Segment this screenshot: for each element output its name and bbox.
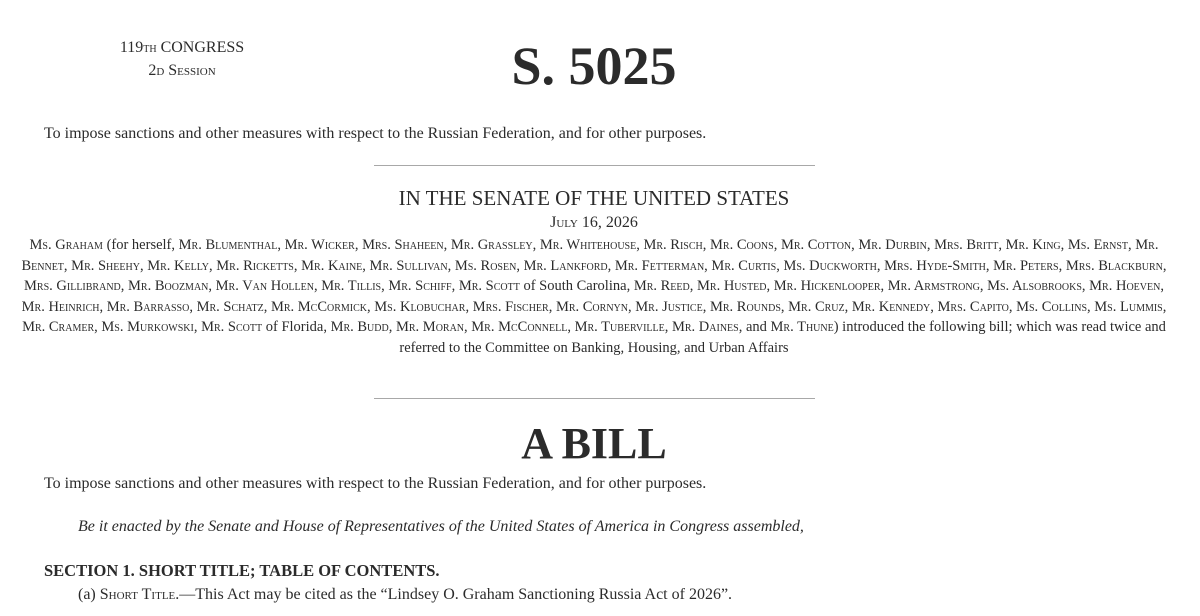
senator-name: Mr. Kaine (301, 257, 363, 274)
senator-name: Ms. Duckworth (783, 257, 877, 274)
senator-name: Mr. Budd (330, 319, 389, 335)
senator-name: Mr. Van Hollen (215, 278, 314, 294)
senator-name: Ms. Graham (29, 237, 103, 253)
senator-name: Ms. Ernst (1067, 237, 1129, 253)
senator-name: Mr. Curtis (711, 257, 777, 274)
senator-name: Mr. Husted (697, 278, 767, 294)
senator-name: Ms. Alsobrooks (987, 278, 1082, 294)
senator-name: Mr. Bennet (21, 237, 1159, 274)
senator-name: Mr. McCormick (270, 298, 368, 315)
senator-name: Mr. Cotton (780, 237, 852, 253)
senator-name: Mrs. Gillibrand (24, 278, 121, 294)
senator-name: Ms. Klobuchar (374, 298, 466, 315)
senator-name: Mrs. Shaheen (362, 237, 444, 253)
congress-ordinal-suffix: th (143, 41, 157, 56)
senator-name: Mr. Sheehy (71, 257, 140, 274)
bill-purpose: To impose sanctions and other measures with respect to the Russian Federation, and for other purposes. (44, 125, 707, 142)
senator-name: Mr. Thune (770, 319, 834, 335)
senator-name: Mr. Schatz (196, 298, 264, 315)
session-ordinal-suffix: d (156, 62, 165, 79)
senator-name: Mr. Durbin (858, 237, 927, 253)
senator-name: Mr. Justice (635, 298, 703, 315)
senator-name: Mrs. Fischer (472, 298, 549, 315)
senator-name: Mr. Blumenthal (178, 237, 278, 253)
senator-name: Mr. Lankford (523, 257, 608, 274)
senator-name: Mr. Sullivan (369, 257, 448, 274)
senator-name: Mr. Whitehouse (539, 237, 637, 253)
senator-name: Mr. Scott (201, 319, 263, 335)
senator-name: Ms. Rosen (454, 257, 517, 274)
senator-name: Ms. Lummis (1094, 298, 1163, 315)
senator-name: Ms. Collins (1016, 298, 1088, 315)
senator-name: Mr. Armstrong (887, 278, 980, 294)
senator-name: Mr. Cramer (22, 319, 95, 335)
section-1-subsection-a (78, 585, 732, 605)
senator-name: Mr. Coons (710, 237, 774, 253)
subsection-caption: Short Title (99, 586, 176, 603)
senator-name: Mr. Wicker (284, 237, 355, 253)
senator-name: Mr. Tuberville (574, 319, 665, 335)
subsection-text: .—This Act may be cited as the “Lindsey O. Graham Sanctioning Russia Act of 2026”. (175, 586, 733, 603)
senator-name: Mr. Peters (993, 257, 1059, 274)
senator-name: Mr. King (1005, 237, 1061, 253)
senator-name: Mr. Moran (395, 319, 465, 335)
senator-name: Mr. Risch (643, 237, 703, 253)
bill-number: S. 5025 (511, 36, 677, 96)
bill-long-title: To impose sanctions and other measures with respect to the Russian Federation, and for other purposes. (44, 475, 707, 492)
senator-name: Mr. Kelly (147, 257, 210, 274)
session-word: Session (164, 62, 216, 79)
senator-name: Mr. Tillis (321, 278, 382, 294)
senator-name: Mr. Schiff (388, 278, 452, 294)
congress-word: CONGRESS (156, 39, 245, 56)
divider-bottom (374, 398, 815, 399)
senator-name: Mr. Rounds (709, 298, 781, 315)
senator-name: Mr. Ricketts (216, 257, 294, 274)
senator-name: Mrs. Hyde-Smith (884, 257, 986, 274)
section-1-heading: SECTION 1. SHORT TITLE; TABLE OF CONTENTS. (44, 561, 440, 580)
divider-top (374, 165, 815, 166)
bill-heading: A BILL (521, 419, 667, 468)
sponsors-paragraph: Ms. Graham (for herself, Mr. Blumenthal, Mr. Wicker, Mrs. Shaheen, Mr. Grassley, Mr. Whitehouse, Mr. Risch, Mr. Coons, Mr. Cotton, Mr. Durbin, Mrs. Britt, Mr. King, Ms. Ernst, Mr. Bennet, Mr. Sheehy, Mr. Kelly, Mr. Ricketts, Mr. Kaine, Mr. Sullivan, Ms. Rosen, Mr. Lankford, Mr. Fetterman, Mr. Curtis, Ms. Duckworth, Mrs. Hyde-Smith, Mr. Peters, Mrs. Blackburn, Mrs. Gillibrand, Mr. Boozman, Mr. Van Hollen, Mr. Tillis, Mr. Schiff, Mr. Scott of South Carolina, Mr. Reed, Mr. Husted, Mr. Hickenlooper, Mr. Armstrong, Ms. Alsobrooks, Mr. Hoeven, Mr. Heinrich, Mr. Barrasso, Mr. Schatz, Mr. McCormick, Ms. Klobuchar, Mrs. Fischer, Mr. Cornyn, Mr. Justice, Mr. Rounds, Mr. Cruz, Mr. Kennedy, Mrs. Capito, Ms. Collins, Ms. Lummis, Mr. Cramer, Ms. Murkowski, Mr. Scott of Florida, Mr. Budd, Mr. Moran, Mr. McConnell, Mr. Tuberville, Mr. Daines, and Mr. Thune) introduced the following bill; which was read twice and referred to the Committee on Banking, Housing, and Urban Affairs (21, 237, 1167, 356)
senator-name: Mr. Fetterman (614, 257, 705, 274)
senator-name: Mrs. Capito (937, 298, 1009, 315)
senator-name: Mr. Heinrich (21, 298, 100, 315)
senator-name: Mr. McConnell (471, 319, 568, 335)
senator-name: Mr. Daines (671, 319, 739, 335)
senator-name: Mr. Grassley (450, 237, 533, 253)
senator-name: Ms. Murkowski (101, 319, 194, 335)
senate-heading: IN THE SENATE OF THE UNITED STATES (398, 186, 790, 210)
session-number: 2 (148, 62, 157, 79)
senator-name: Mr. Cornyn (555, 298, 628, 315)
introduction-date: July 16, 2026 (550, 214, 638, 231)
senator-name: Mr. Boozman (128, 278, 209, 294)
senator-name: Mr. Scott (458, 278, 520, 294)
congress-number: 119 (119, 39, 144, 56)
senator-name: Mr. Hickenlooper (773, 278, 881, 294)
subsection-marker: (a) (78, 586, 100, 603)
senator-name: Mr. Hoeven (1089, 278, 1161, 294)
senator-name: Mr. Cruz (788, 298, 845, 315)
senator-name: Mrs. Britt (934, 237, 999, 253)
senator-name: Mr. Reed (633, 278, 690, 294)
senator-name: Mrs. Blackburn (1065, 257, 1163, 274)
enacting-clause: Be it enacted by the Senate and House of Representatives of the United States of America in Congress assembled, (78, 518, 804, 535)
senator-name: Mr. Kennedy (851, 298, 931, 315)
senator-name: Mr. Barrasso (106, 298, 190, 315)
